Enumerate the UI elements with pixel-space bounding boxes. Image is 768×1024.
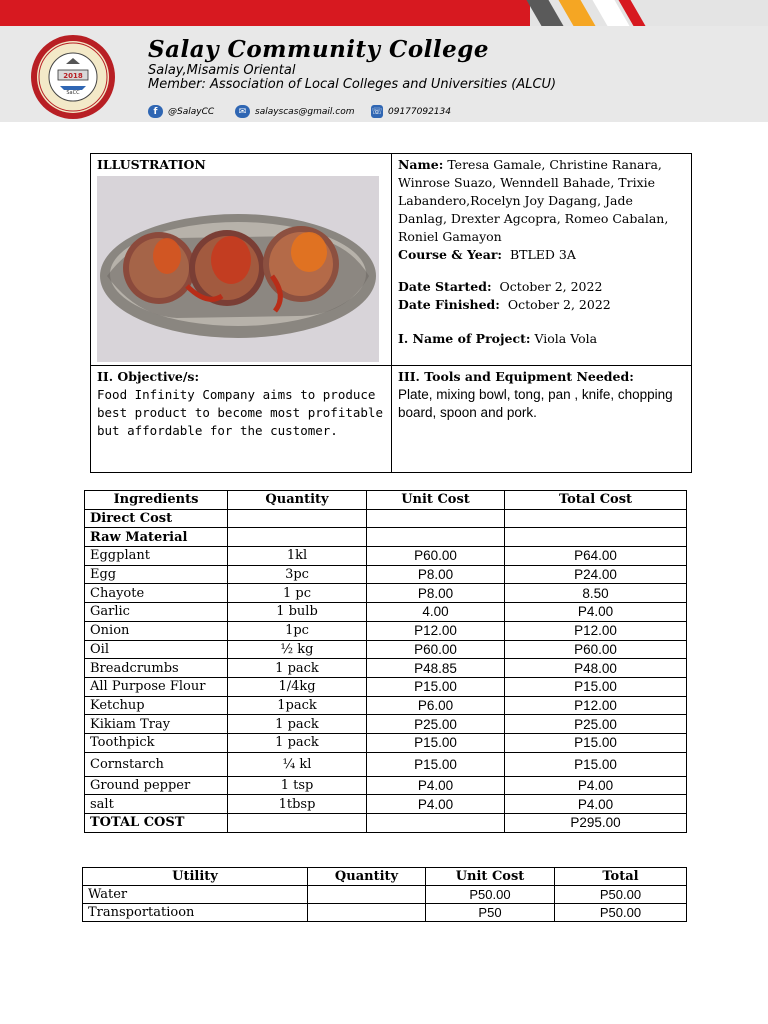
- facebook-handle: @SalayCC: [168, 106, 215, 117]
- ingredient-quantity: ¼ kl: [228, 752, 367, 776]
- college-seal-logo: [30, 34, 116, 120]
- team-names: Teresa Gamale, Christine Ranara, Winrose Suazo, Wenndell Bahade, Trixie Labandero,Rocelyn Joy Dagang, Jade Danlag, Drexter Agcopra, Romeo Cabalan, Roniel Gamayon: [398, 157, 669, 244]
- table-row: [85, 752, 687, 776]
- table-row: [85, 584, 687, 603]
- ingredient-unit-cost: P8.00: [367, 565, 505, 584]
- ingredient-name: Onion: [85, 621, 228, 640]
- ingredient-unit-cost: P15.00: [367, 752, 505, 776]
- utility-cost-table: [82, 867, 687, 922]
- course-label: Course & Year:: [398, 247, 503, 262]
- ingredient-unit-cost: P25.00: [367, 715, 505, 734]
- ingredients-cost-table: [84, 490, 687, 833]
- col-header-quantity: Quantity: [228, 491, 367, 510]
- utility-unit-cost: P50: [426, 904, 555, 922]
- ingredient-quantity: 1 tsp: [228, 776, 367, 795]
- objective-label: II. Objective/s:: [97, 369, 200, 384]
- ingredient-quantity: 3pc: [228, 565, 367, 584]
- ingredient-name: Toothpick: [85, 733, 228, 752]
- utility-total: P50.00: [555, 904, 687, 922]
- dark-stripe: [526, 0, 563, 26]
- date-finished-label: Date Finished:: [398, 297, 500, 312]
- objective-text: Food Infinity Company aims to produce best product to become most profitable but affordable for the customer.: [97, 387, 383, 438]
- ingredient-name: Ketchup: [85, 696, 228, 715]
- table-row: [85, 795, 687, 814]
- ingredient-total-cost: P4.00: [505, 776, 687, 795]
- tools-cell: [392, 366, 692, 473]
- ingredient-total-cost: P4.00: [505, 795, 687, 814]
- contact-phone[interactable]: [371, 105, 451, 118]
- table-row: [83, 904, 687, 922]
- project-name-value: Viola Vola: [534, 331, 598, 346]
- ingredient-unit-cost: P48.85: [367, 659, 505, 678]
- phone-icon: ☏: [371, 106, 383, 117]
- contact-email[interactable]: [235, 105, 354, 118]
- ingredient-quantity: 1 pack: [228, 659, 367, 678]
- ingredient-quantity: ½ kg: [228, 640, 367, 659]
- red-banner-stripe: [0, 0, 530, 26]
- ingredient-total-cost: P15.00: [505, 733, 687, 752]
- ingredient-quantity: 1kl: [228, 547, 367, 566]
- project-info-table: [90, 153, 692, 473]
- utility-name: Transportatioon: [83, 904, 308, 922]
- ingredient-quantity: 1pc: [228, 621, 367, 640]
- date-finished-value: October 2, 2022: [507, 297, 611, 312]
- ingredient-name: Breadcrumbs: [85, 659, 228, 678]
- ingredient-total-cost: P12.00: [505, 696, 687, 715]
- ingredient-quantity: 1/4kg: [228, 677, 367, 696]
- table-row: [85, 776, 687, 795]
- ingredient-name: salt: [85, 795, 228, 814]
- tools-label: III. Tools and Equipment Needed:: [398, 369, 634, 384]
- ingredient-quantity: 1 pack: [228, 715, 367, 734]
- col-header-unit-cost: Unit Cost: [367, 491, 505, 510]
- illustration-label: ILLUSTRATION: [97, 157, 206, 172]
- col-header-utility-unit-cost: Unit Cost: [426, 868, 555, 886]
- ingredient-unit-cost: P15.00: [367, 733, 505, 752]
- col-header-ingredients: Ingredients: [85, 491, 228, 510]
- facebook-icon: f: [148, 105, 163, 118]
- date-started-label: Date Started:: [398, 279, 492, 294]
- ingredient-quantity: 1 pc: [228, 584, 367, 603]
- date-started-value: October 2, 2022: [499, 279, 603, 294]
- college-location: Salay,Misamis Oriental: [148, 63, 296, 78]
- ingredient-unit-cost: P12.00: [367, 621, 505, 640]
- ingredient-total-cost: P64.00: [505, 547, 687, 566]
- ingredient-total-cost: P48.00: [505, 659, 687, 678]
- table-row: [85, 547, 687, 566]
- table-row: [85, 621, 687, 640]
- ingredient-unit-cost: P60.00: [367, 547, 505, 566]
- college-name: Salay Community College: [148, 36, 489, 63]
- ingredient-name: Garlic: [85, 603, 228, 622]
- table-row: [85, 603, 687, 622]
- table-row: [85, 696, 687, 715]
- tools-text: Plate, mixing bowl, tong, pan , knife, chopping board, spoon and pork.: [398, 387, 673, 420]
- section-row-raw-material: [85, 528, 687, 547]
- ingredient-quantity: 1pack: [228, 696, 367, 715]
- ingredient-total-cost: 8.50: [505, 584, 687, 603]
- food-photo: [97, 176, 379, 362]
- col-header-utility: Utility: [83, 868, 308, 886]
- raw-material-label: Raw Material: [85, 528, 228, 547]
- ingredient-name: Chayote: [85, 584, 228, 603]
- table-row: [85, 640, 687, 659]
- utility-quantity: [308, 886, 426, 904]
- ingredient-unit-cost: 4.00: [367, 603, 505, 622]
- ingredient-unit-cost: P60.00: [367, 640, 505, 659]
- col-header-total-cost: Total Cost: [505, 491, 687, 510]
- phone-number: 09177092134: [388, 106, 451, 117]
- table-row: [85, 659, 687, 678]
- total-cost-label: TOTAL COST: [85, 814, 228, 833]
- ingredient-unit-cost: P8.00: [367, 584, 505, 603]
- objective-cell: [91, 366, 392, 473]
- col-header-utility-quantity: Quantity: [308, 868, 426, 886]
- ingredient-total-cost: P25.00: [505, 715, 687, 734]
- ingredient-name: All Purpose Flour: [85, 677, 228, 696]
- ingredient-total-cost: P15.00: [505, 752, 687, 776]
- table-row: [85, 733, 687, 752]
- ingredient-unit-cost: P4.00: [367, 795, 505, 814]
- ingredient-name: Eggplant: [85, 547, 228, 566]
- ingredient-total-cost: P4.00: [505, 603, 687, 622]
- table-row: [85, 715, 687, 734]
- association-membership: Member: Association of Local Colleges and Universities (ALCU): [148, 77, 557, 92]
- email-icon: ✉: [235, 105, 250, 118]
- name-label: Name:: [398, 157, 444, 172]
- total-cost-row: [85, 814, 687, 833]
- ingredient-total-cost: P24.00: [505, 565, 687, 584]
- table-row: [85, 677, 687, 696]
- table-row: [83, 886, 687, 904]
- ingredient-name: Oil: [85, 640, 228, 659]
- utility-total: P50.00: [555, 886, 687, 904]
- ingredient-quantity: 1 bulb: [228, 603, 367, 622]
- utility-quantity: [308, 904, 426, 922]
- top-banner: [0, 0, 768, 26]
- section-row-direct-cost: [85, 509, 687, 528]
- project-details-cell: [392, 154, 692, 366]
- ingredient-name: Kikiam Tray: [85, 715, 228, 734]
- total-cost-value: P295.00: [505, 814, 687, 833]
- seal-year: 2018: [63, 72, 83, 80]
- ingredient-unit-cost: P15.00: [367, 677, 505, 696]
- project-name-label: I. Name of Project:: [398, 331, 531, 346]
- direct-cost-label: Direct Cost: [85, 509, 228, 528]
- ingredient-total-cost: P15.00: [505, 677, 687, 696]
- ingredient-unit-cost: P4.00: [367, 776, 505, 795]
- ingredient-name: Egg: [85, 565, 228, 584]
- ingredient-total-cost: P60.00: [505, 640, 687, 659]
- seal-abbr: SaCC: [66, 90, 80, 96]
- col-header-utility-total: Total: [555, 868, 687, 886]
- illustration-cell: [91, 154, 392, 366]
- table-row: [85, 565, 687, 584]
- ingredient-total-cost: P12.00: [505, 621, 687, 640]
- email-address: salayscas@gmail.com: [255, 106, 355, 117]
- utility-unit-cost: P50.00: [426, 886, 555, 904]
- ingredient-quantity: 1tbsp: [228, 795, 367, 814]
- ingredient-name: Cornstarch: [85, 752, 228, 776]
- utility-name: Water: [83, 886, 308, 904]
- ingredient-quantity: 1 pack: [228, 733, 367, 752]
- course-value: BTLED 3A: [509, 247, 576, 262]
- orange-stripe: [558, 0, 595, 26]
- contact-facebook[interactable]: [148, 105, 214, 118]
- ingredient-name: Ground pepper: [85, 776, 228, 795]
- ingredient-unit-cost: P6.00: [367, 696, 505, 715]
